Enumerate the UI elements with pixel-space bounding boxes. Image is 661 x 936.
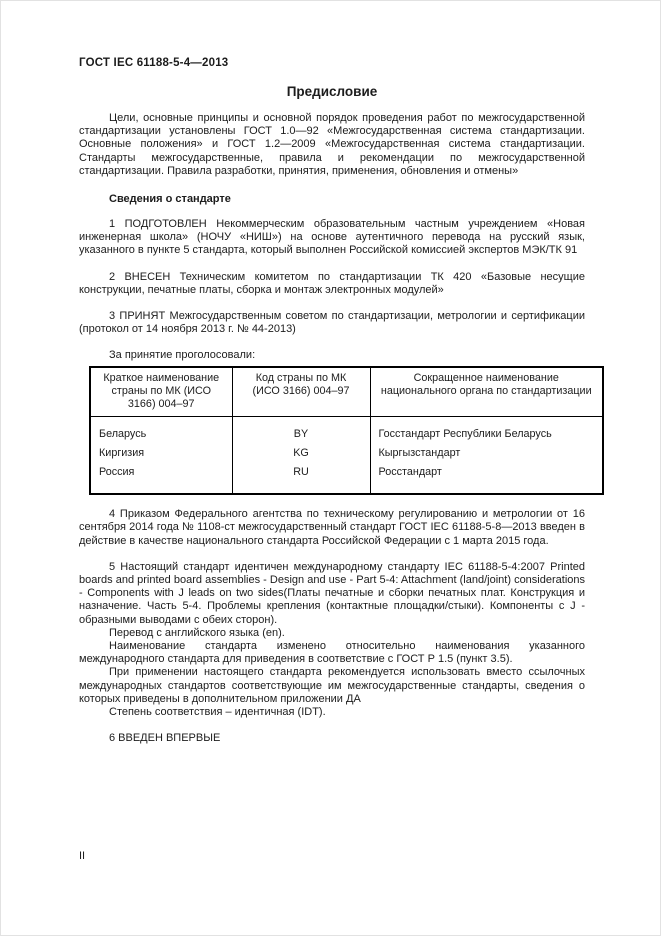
doc-number: ГОСТ IEC 61188-5-4—2013 — [79, 57, 229, 69]
cell-code: BY — [232, 417, 370, 445]
standard-info-item-5: 5 Настоящий стандарт идентичен международному стандарту IEC 61188-5-4:2007 Printed boards and printed board assemblies - Design and use - Part 5-4: Attachment (land/joint) considerations - Components with J leads on two sides(Платы печатные и сборки печатных плат. Конструкция и назначение. Часть 5-4. Проблемы крепления (контактные площадки/стыки). Компоненты с J - образными выводами с обеих сторон). — [79, 560, 585, 626]
item-5-application-note: При применении настоящего стандарта рекомендуется использовать вместо ссылочных международных стандартов соответствующие им межгосударственные стандарты, сведения о которых приведены в дополнительном приложении ДА — [79, 666, 585, 705]
page-title: Предисловие — [286, 84, 378, 99]
header-cell-country: Краткое наименование страны по МК (ИСО 3166) 004–97 — [90, 367, 232, 417]
cell-code: RU — [232, 463, 370, 494]
standard-info-item-4: 4 Приказом Федерального агентства по техническому регулированию и метрологии от 16 сентября 2014 года № 1108-ст межгосударственный стандарт ГОСТ IEC 61188-5-8—2013 введен в действие в качестве национального стандарта Российской Федерации с 1 марта 2015 года. — [79, 508, 585, 547]
cell-country: Россия — [90, 463, 232, 494]
table-row — [90, 417, 603, 445]
item-5-name-change-note: Наименование стандарта изменено относительно наименования указанного международного стандарта для приведения в соответствие с ГОСТ Р 1.5 (пункт 3.5). — [79, 639, 585, 666]
page-number: II — [79, 850, 86, 862]
cell-org: Росстандарт — [370, 463, 603, 494]
cell-country: Киргизия — [90, 444, 232, 463]
header-cell-org: Сокращенное наименование национального органа по стандартизации — [370, 367, 603, 417]
cell-country: Беларусь — [90, 417, 232, 445]
page-content — [79, 57, 592, 745]
cell-org: Госстандарт Республики Беларусь — [370, 417, 603, 445]
cell-org: Кыргызстандарт — [370, 444, 603, 463]
cell-code: KG — [232, 444, 370, 463]
standard-info-item-6: 6 ВВЕДЕН ВПЕРВЫЕ — [109, 732, 221, 745]
table-row — [90, 463, 603, 494]
vote-table — [89, 366, 604, 496]
table-row — [90, 444, 603, 463]
standard-info-item-1: 1 ПОДГОТОВЛЕН Некоммерческим образовательным частным учреждением «Новая инженерная школа» (НОЧУ «НИШ») на основе аутентичного перевода на русский язык, указанного в пункте 5 стандарта, который выполнен Российской комиссией экспертов МЭК/ТК 91 — [79, 218, 585, 257]
vote-caption: За принятие проголосовали: — [109, 349, 256, 362]
section-heading-standard-info: Сведения о стандарте — [109, 193, 231, 206]
standard-info-item-2: 2 ВНЕСЕН Техническим комитетом по стандартизации ТК 420 «Базовые несущие конструкции, печатные платы, сборка и монтаж электронных модулей» — [79, 270, 585, 296]
standard-info-item-3: 3 ПРИНЯТ Межгосударственным советом по стандартизации, метрологии и сертификации (протокол от 14 ноября 2013 г. № 44-2013) — [79, 310, 585, 336]
item-5-translation-note: Перевод с английского языка (en). — [109, 626, 285, 639]
item-5-conformity-degree: Степень соответствия – идентичная (IDT). — [109, 705, 326, 718]
header-cell-code: Код страны по МК (ИСО 3166) 004–97 — [232, 367, 370, 417]
table-header-row — [90, 367, 603, 417]
intro-paragraph: Цели, основные принципы и основной порядок проведения работ по межгосударственной стандартизации установлены ГОСТ 1.0—92 «Межгосударственная система стандартизации. Основные положения» и ГОСТ 1.2—2009 «Межгосударственная система стандартизации. Стандарты межгосударственные, правила и рекомендации по межгосударственной стандартизации. Правила разработки, принятия, применения, обновления и отмены» — [79, 112, 585, 177]
